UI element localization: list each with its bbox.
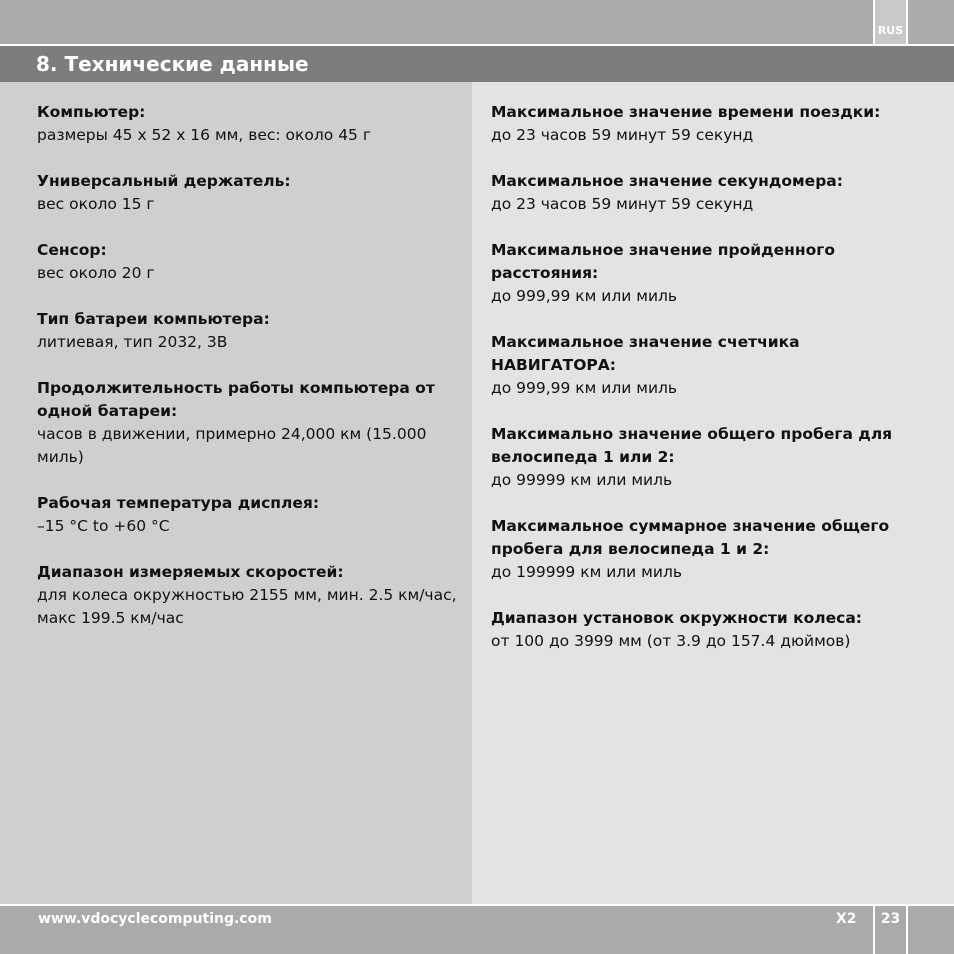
page-number-tab — [873, 906, 908, 954]
page-title: 8. Технические данные — [36, 52, 309, 76]
section-title-bar — [0, 46, 954, 82]
spec-label: Тип батареи компьютера: — [37, 310, 270, 328]
spec-label: Сенсор: — [37, 241, 107, 259]
footer-bar — [0, 906, 954, 954]
spec-value: вес около 20 г — [37, 264, 155, 282]
spec-value: литиевая, тип 2032, 3В — [37, 333, 228, 351]
spec-value: –15 °C to +60 °C — [37, 517, 170, 535]
spec-label: Продолжительность работы компьютера от одной батареи: — [37, 379, 435, 420]
spec-item — [37, 170, 457, 216]
right-spec-list — [491, 101, 911, 676]
spec-label: Максимальное значение счетчика НАВИГАТОРА: — [491, 333, 800, 374]
language-tab — [873, 0, 908, 44]
spec-item — [37, 492, 457, 538]
spec-item — [37, 101, 457, 147]
spec-item — [37, 308, 457, 354]
spec-value: до 999,99 км или миль — [491, 379, 678, 397]
header-band — [0, 0, 954, 44]
spec-label: Максимальное значение времени поездки: — [491, 103, 881, 121]
spec-value: до 23 часов 59 минут 59 секунд — [491, 195, 754, 213]
spec-value: до 199999 км или миль — [491, 563, 682, 581]
spec-label: Максимальное значение пройденного расстояния: — [491, 241, 835, 282]
spec-item — [491, 331, 911, 400]
spec-value: до 23 часов 59 минут 59 секунд — [491, 126, 754, 144]
spec-label: Максимальное значение секундомера: — [491, 172, 843, 190]
website-link[interactable]: www.vdocyclecomputing.com — [38, 911, 272, 927]
spec-item — [491, 515, 911, 584]
model-label: X2 — [836, 911, 857, 927]
spec-item — [491, 423, 911, 492]
language-label: RUS — [877, 24, 904, 37]
left-column — [0, 82, 472, 904]
spec-label: Диапазон установок окружности колеса: — [491, 609, 862, 627]
spec-item — [37, 377, 457, 469]
spec-item — [491, 101, 911, 147]
spec-item — [491, 170, 911, 216]
spec-label: Компьютер: — [37, 103, 146, 121]
spec-label: Универсальный держатель: — [37, 172, 291, 190]
spec-item — [37, 561, 457, 630]
spec-label: Максимальное суммарное значение общего пробега для велосипеда 1 и 2: — [491, 517, 890, 558]
page-number: 23 — [880, 911, 901, 927]
spec-value: вес около 15 г — [37, 195, 155, 213]
spec-item — [37, 239, 457, 285]
spec-value: от 100 до 3999 мм (от 3.9 до 157.4 дюймов) — [491, 632, 851, 650]
right-column — [472, 82, 954, 904]
spec-value: размеры 45 x 52 x 16 мм, вес: около 45 г — [37, 126, 371, 144]
spec-label: Рабочая температура дисплея: — [37, 494, 320, 512]
spec-label: Максимально значение общего пробега для велосипеда 1 или 2: — [491, 425, 893, 466]
spec-item — [491, 607, 911, 653]
spec-value: часов в движении, примерно 24,000 км (15.000 миль) — [37, 425, 427, 466]
spec-value: до 999,99 км или миль — [491, 287, 678, 305]
spec-value: до 99999 км или миль — [491, 471, 673, 489]
spec-item — [491, 239, 911, 308]
left-spec-list — [37, 101, 457, 653]
spec-label: Диапазон измеряемых скоростей: — [37, 563, 344, 581]
spec-value: для колеса окружностью 2155 мм, мин. 2.5 км/час, макс 199.5 км/час — [37, 586, 457, 627]
